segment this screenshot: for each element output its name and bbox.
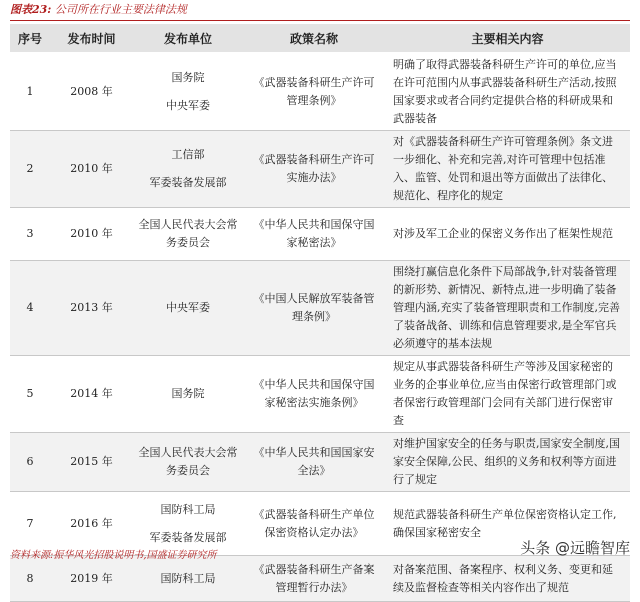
row-year: 2019 年 <box>50 556 133 602</box>
row-no: 1 <box>10 53 50 131</box>
row-policy: 《武器装备科研生产备案管理暂行办法》 <box>243 556 385 602</box>
unit-name: 全国人民代表大会常务委员会 <box>138 446 238 477</box>
row-unit <box>133 356 243 433</box>
row-year: 2010 年 <box>50 131 133 208</box>
row-content: 规定从事武器装备科研生产等涉及国家秘密的业务的企事业单位,应当由保密行政管理部门或者保密行政管理部门会同有关部门进行保密审查 <box>385 356 630 433</box>
table-row <box>10 433 630 492</box>
row-no: 4 <box>10 261 50 356</box>
row-unit <box>133 53 243 131</box>
caption-text: 公司所在行业主要法律法规 <box>54 3 187 16</box>
row-no: 7 <box>10 492 50 556</box>
row-content: 规范武器装备科研生产单位保密资格认定工作,确保国家秘密安全 <box>385 492 630 556</box>
watermark: 头条 @远瞻智库 <box>520 539 630 557</box>
table-row <box>10 356 630 433</box>
row-no: 2 <box>10 131 50 208</box>
row-unit <box>133 433 243 492</box>
row-year: 2010 年 <box>50 208 133 261</box>
row-year: 2015 年 <box>50 433 133 492</box>
row-year: 2016 年 <box>50 492 133 556</box>
unit-name: 军委装备发展部 <box>149 176 227 189</box>
caption-label: 图表23: <box>10 3 52 16</box>
unit-name: 国务院 <box>171 387 205 400</box>
figure-caption <box>10 2 630 21</box>
unit-name: 工信部 <box>171 148 205 161</box>
unit-name: 军委装备发展部 <box>149 530 227 544</box>
table-row <box>10 208 630 261</box>
row-no: 5 <box>10 356 50 433</box>
row-year: 2014 年 <box>50 356 133 433</box>
row-no: 8 <box>10 556 50 602</box>
row-policy: 《中华人民共和国保守国家秘密法》 <box>243 208 385 261</box>
header-policy: 政策名称 <box>243 24 385 53</box>
table-row <box>10 556 630 602</box>
row-unit <box>133 131 243 208</box>
header-no: 序号 <box>10 24 50 53</box>
header-row <box>10 24 630 53</box>
row-content: 对《武器装备科研生产许可管理条例》条文进一步细化、补充和完善,对许可管理中包括准入、监管、处罚和退出等方面做出了法律化、规范化、程序化的规定 <box>385 131 630 208</box>
header-unit: 发布单位 <box>133 24 243 53</box>
row-no: 6 <box>10 433 50 492</box>
unit-name: 国防科工局 <box>160 502 216 516</box>
unit-name: 中央军委 <box>166 301 210 314</box>
header-content: 主要相关内容 <box>385 24 630 53</box>
row-policy: 《中华人民共和国国家安全法》 <box>243 433 385 492</box>
row-policy: 《武器装备科研生产许可实施办法》 <box>243 131 385 208</box>
row-year: 2013 年 <box>50 261 133 356</box>
unit-name: 国务院 <box>171 71 205 84</box>
source-note: 资料来源:振华风光招股说明书,国盛证券研究所 <box>10 550 217 561</box>
row-policy: 《武器装备科研生产单位保密资格认定办法》 <box>243 492 385 556</box>
unit-name: 全国人民代表大会常务委员会 <box>138 218 238 249</box>
table-row <box>10 131 630 208</box>
row-policy: 《武器装备科研生产许可管理条例》 <box>243 53 385 131</box>
header-year: 发布时间 <box>50 24 133 53</box>
regulations-table <box>10 24 630 602</box>
row-content: 对备案范围、备案程序、权利义务、变更和延续及监督检查等相关内容作出了规范 <box>385 556 630 602</box>
table-row <box>10 53 630 131</box>
row-policy: 《中国人民解放军装备管理条例》 <box>243 261 385 356</box>
row-no: 3 <box>10 208 50 261</box>
unit-name: 国防科工局 <box>160 571 216 585</box>
row-unit <box>133 556 243 602</box>
row-policy: 《中华人民共和国保守国家秘密法实施条例》 <box>243 356 385 433</box>
unit-name: 中央军委 <box>166 99 210 112</box>
row-unit <box>133 208 243 261</box>
row-year: 2008 年 <box>50 53 133 131</box>
row-unit <box>133 261 243 356</box>
table-row <box>10 261 630 356</box>
row-content: 对涉及军工企业的保密义务作出了框架性规范 <box>385 208 630 261</box>
row-content: 对维护国家安全的任务与职责,国家安全制度,国家安全保障,公民、组织的义务和权利等方面进行了规定 <box>385 433 630 492</box>
row-content: 围绕打赢信息化条件下局部战争,针对装备管理的新形势、新情况、新特点,进一步明确了装备管理内涵,充实了装备管理职责和工作制度,完善了装备战备、训练和信息管理要求,是全军官兵必须遵守的基本法规 <box>385 261 630 356</box>
row-content: 明确了取得武器装备科研生产许可的单位,应当在许可范围内从事武器装备科研生产活动,按照国家要求或者合同约定提供合格的科研成果和武器装备 <box>385 53 630 131</box>
